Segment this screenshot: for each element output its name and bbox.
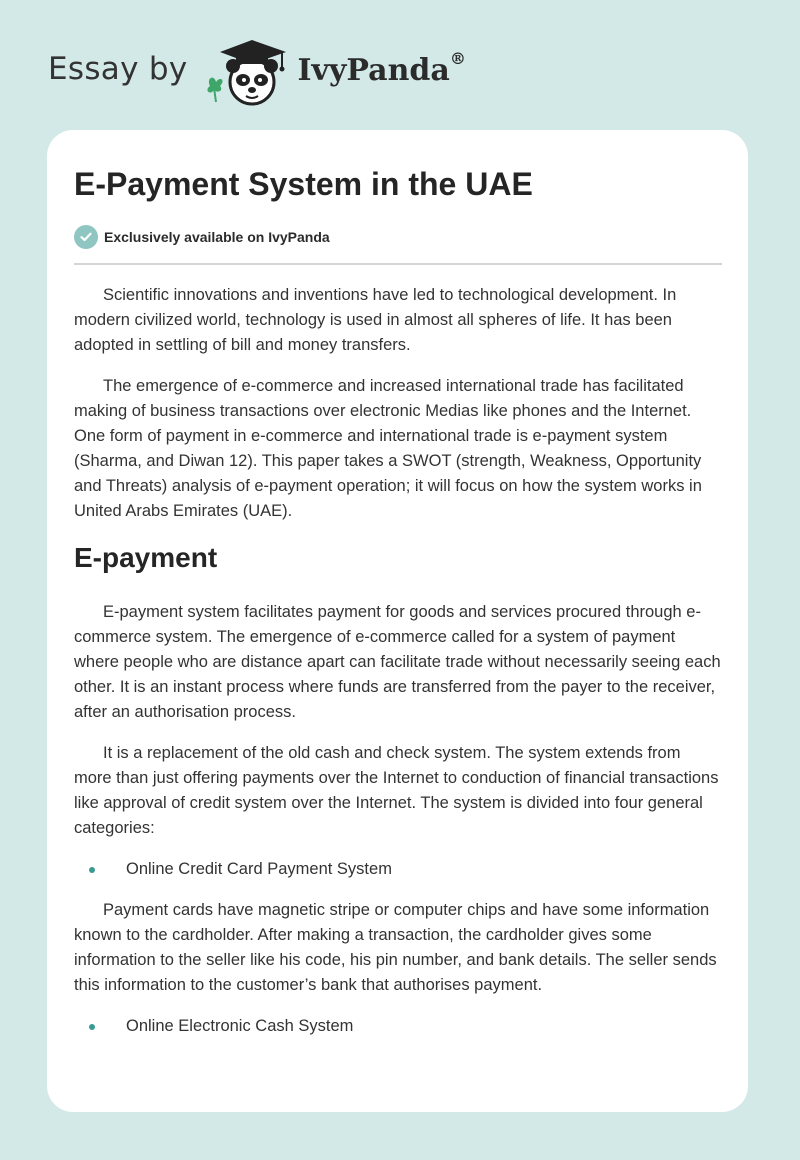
title-divider — [74, 263, 722, 265]
list-item-electronic-cash — [74, 1014, 722, 1039]
bullet-dot-icon — [89, 867, 95, 873]
check-circle-icon — [74, 225, 98, 249]
page-title: E-Payment System in the UAE — [74, 166, 533, 202]
section-paragraph-2: It is a replacement of the old cash and check system. The system extends from more than just offering payments over the Internet to conduction of financial transactions like approval of credit system over the Internet. The system is divided into four general categories: — [74, 744, 719, 837]
registered-mark: ® — [449, 48, 466, 68]
intro-paragraph-2: The emergence of e-commerce and increased international trade has facilitated making of business transactions over electronic Medias like phones and the Internet. One form of payment in e-commerce and international trade is e-payment system (Sharma, and Diwan 12). This paper takes a SWOT (strength, Weakness, Opportunity and Threats) analysis of e-payment operation; it will focus on how the system works in United Arabs Emirates (UAE). — [74, 377, 702, 520]
section-paragraph-1: E-payment system facilitates payment for goods and services procured through e-commerce system. The emergence of e-commerce called for a system of payment where people who are distance apart can facilitate trade without necessarily seeing each other. It is an instant process where funds are transferred from the payer to the receiver, after an authorisation process. — [74, 603, 721, 721]
intro-paragraph-1: Scientific innovations and inventions have led to technological development. In modern civilized world, technology is used in almost all spheres of life. It has been adopted in settling of bill and money transfers. — [74, 286, 677, 354]
bullet-dot-icon — [89, 1024, 95, 1030]
exclusive-badge-label: Exclusively available on IvyPanda — [104, 229, 330, 245]
list-item-label: Online Credit Card Payment System — [126, 860, 392, 878]
essay-by-label: Essay by — [48, 51, 188, 87]
list-item-credit-card — [74, 857, 722, 882]
list-item-label: Online Electronic Cash System — [126, 1017, 354, 1035]
section-heading-e-payment: E-payment — [74, 542, 218, 573]
site-header — [48, 36, 466, 108]
panda-logo-icon[interactable] — [202, 36, 294, 108]
exclusive-badge — [74, 224, 722, 250]
brand-name[interactable]: IvyPanda® — [297, 48, 466, 88]
article-card — [47, 130, 748, 1112]
credit-card-paragraph: Payment cards have magnetic stripe or computer chips and have some information known to the cardholder. After making a transaction, the cardholder gives some information to the seller like his code, his pin number, and bank details. The seller sends this information to the customer’s bank that authorises payment. — [74, 901, 717, 994]
